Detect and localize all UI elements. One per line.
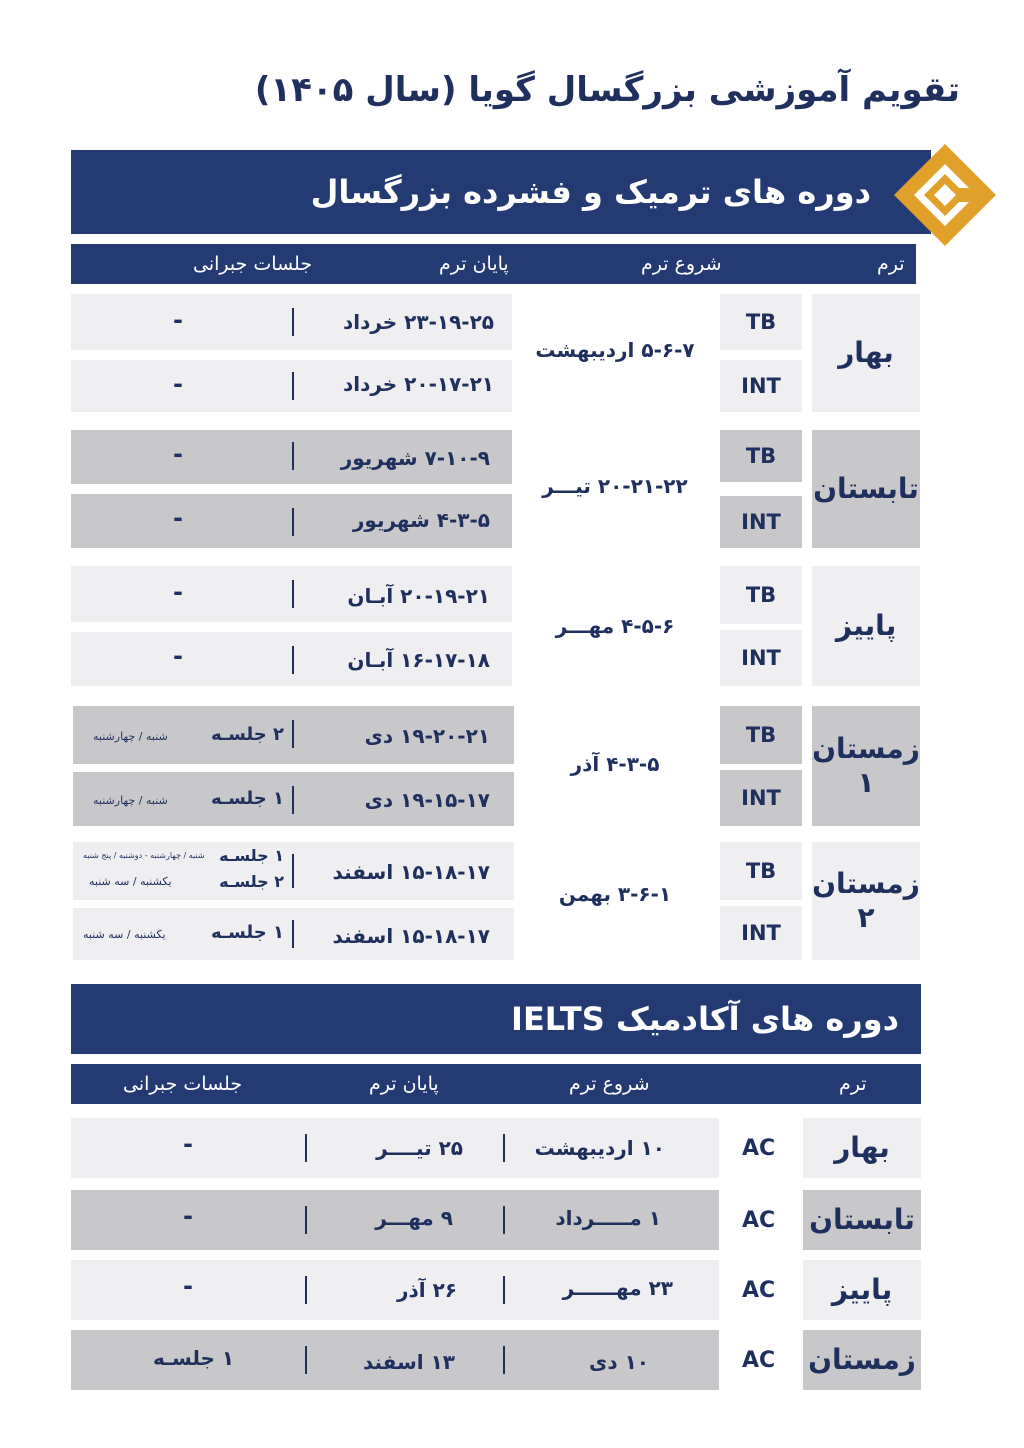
table-row [71, 632, 512, 686]
start-date: ۱۰ دی [589, 1350, 649, 1374]
makeup-value: ۱ جلسـه [219, 846, 284, 865]
makeup-value: - [173, 504, 183, 532]
table-row [73, 842, 514, 900]
makeup-value: ۱ جلسـه [211, 788, 284, 809]
makeup-days: یکشنبه / سه شنبه [83, 928, 166, 941]
end-date: ۷-۱۰-۹ شهریور [340, 446, 490, 470]
header-end: پایان ترم [369, 1073, 439, 1095]
makeup-value-2: ۲ جلسـه [219, 872, 284, 891]
level-tb: TB [720, 842, 802, 900]
end-date: ۲۰-۱۷-۲۱ خرداد [342, 372, 494, 396]
makeup-days: شنبه / چهارشنبه [93, 730, 168, 743]
makeup-value: - [183, 1202, 193, 1230]
makeup-value: ۱ جلسـه [211, 922, 284, 943]
table-header-intensive [71, 244, 916, 284]
table-row [73, 706, 514, 764]
end-date: ۱۳ اسفند [362, 1350, 455, 1374]
level-ac: AC [742, 1208, 776, 1233]
divider [292, 442, 294, 470]
table-row [71, 1260, 719, 1320]
end-date: ۱۵-۱۸-۱۷ اسفند [332, 924, 490, 948]
header-makeup: جلسات جبرانی [193, 253, 313, 275]
season-summer: تابستان [812, 430, 920, 548]
season-winter: زمستان [803, 1330, 921, 1390]
table-row [71, 294, 512, 350]
header-start: شروع ترم [641, 253, 722, 275]
table-row [71, 566, 512, 622]
table-row [71, 494, 512, 548]
end-date: ۱۵-۱۸-۱۷ اسفند [332, 860, 490, 884]
divider [292, 646, 294, 674]
makeup-value: - [173, 440, 183, 468]
divider [503, 1134, 505, 1162]
table-header-ielts [71, 1064, 921, 1104]
header-start: شروع ترم [569, 1073, 650, 1095]
table-row [73, 908, 514, 960]
level-int: INT [720, 360, 802, 412]
end-date: ۴-۳-۵ شهریور [352, 508, 490, 532]
level-int: INT [720, 770, 802, 826]
table-row [71, 1190, 719, 1250]
start-date: ۵-۶-۷ اردیبهشت [535, 338, 695, 362]
makeup-value: ۱ جلسـه [153, 1346, 235, 1370]
level-ac: AC [742, 1136, 776, 1161]
season-autumn: پاییز [812, 566, 920, 686]
level-tb: TB [720, 294, 802, 350]
divider [503, 1346, 505, 1374]
season-winter-1: زمستان ۱ [812, 706, 920, 826]
gooya-logo-icon [890, 140, 1000, 250]
makeup-value: - [173, 370, 183, 398]
divider [292, 308, 294, 336]
end-date: ۲۵ تیــــر [376, 1136, 463, 1160]
divider [305, 1134, 307, 1162]
start-date: ۳-۶-۱ بهمن [558, 882, 672, 906]
divider [305, 1346, 307, 1374]
makeup-value: - [183, 1272, 193, 1300]
table-row [71, 1330, 719, 1390]
end-date: ۹ مهـــر [375, 1206, 453, 1230]
divider [503, 1276, 505, 1304]
level-tb: TB [720, 430, 802, 482]
makeup-value: ۲ جلسـه [211, 724, 284, 745]
table-row [71, 430, 512, 484]
divider [305, 1206, 307, 1234]
section-banner-intensive: دوره های ترمیک و فشرده بزرگسال [71, 150, 931, 234]
makeup-value: - [183, 1130, 193, 1158]
start-date: ۱۰ اردیبهشت [534, 1136, 665, 1160]
end-date: ۱۹-۱۵-۱۷ دی [364, 788, 490, 812]
level-int: INT [720, 496, 802, 548]
table-row [71, 360, 512, 412]
end-date: ۲۳-۱۹-۲۵ خرداد [342, 310, 494, 334]
divider [305, 1276, 307, 1304]
season-winter-2: زمستان ۲ [812, 842, 920, 960]
makeup-value: - [173, 642, 183, 670]
page-title: تقویم آموزشی بزرگسال گویا (سال ۱۴۰۵) [254, 70, 960, 110]
level-int: INT [720, 630, 802, 686]
divider [292, 720, 294, 748]
header-makeup: جلسات جبرانی [123, 1073, 243, 1095]
divider [292, 372, 294, 400]
season-spring: بهار [812, 294, 920, 412]
end-date: ۱۹-۲۰-۲۱ دی [364, 724, 490, 748]
start-date: ۴-۳-۵ آذر [570, 752, 660, 776]
level-int: INT [720, 906, 802, 960]
level-tb: TB [720, 566, 802, 624]
season-spring: بهار [803, 1118, 921, 1178]
makeup-value: - [173, 578, 183, 606]
start-date: ۲۳ مهــــــر [562, 1276, 673, 1300]
makeup-days: شنبه / چهارشنبه - دوشنبه / پنج شنبه [83, 851, 205, 860]
season-autumn: پاییز [803, 1260, 921, 1320]
divider [292, 786, 294, 814]
divider [292, 854, 294, 888]
end-date: ۲۶ آذر [396, 1278, 457, 1302]
level-ac: AC [742, 1278, 776, 1303]
makeup-days: شنبه / چهارشنبه [93, 794, 168, 807]
divider [503, 1206, 505, 1234]
table-row [73, 772, 514, 826]
header-term: ترم [877, 253, 905, 275]
level-ac: AC [742, 1348, 776, 1373]
season-summer: تابستان [803, 1190, 921, 1250]
start-date: ۲۰-۲۱-۲۲ تیـــر [542, 474, 688, 498]
start-date: ۴-۵-۶ مهـــر [555, 614, 675, 638]
makeup-value: - [173, 306, 183, 334]
table-row [71, 1118, 719, 1178]
header-end: پایان ترم [439, 253, 509, 275]
section-banner-ielts: دوره های آکادمیک IELTS [71, 984, 921, 1054]
divider [292, 920, 294, 948]
divider [292, 508, 294, 536]
makeup-days-2: یکشنبه / سه شنبه [89, 875, 172, 888]
level-tb: TB [720, 706, 802, 764]
divider [292, 580, 294, 608]
start-date: ۱ مـــــرداد [555, 1206, 661, 1230]
end-date: ۲۰-۱۹-۲۱ آبـان [347, 584, 490, 608]
header-term: ترم [839, 1073, 867, 1095]
end-date: ۱۶-۱۷-۱۸ آبـان [347, 648, 490, 672]
